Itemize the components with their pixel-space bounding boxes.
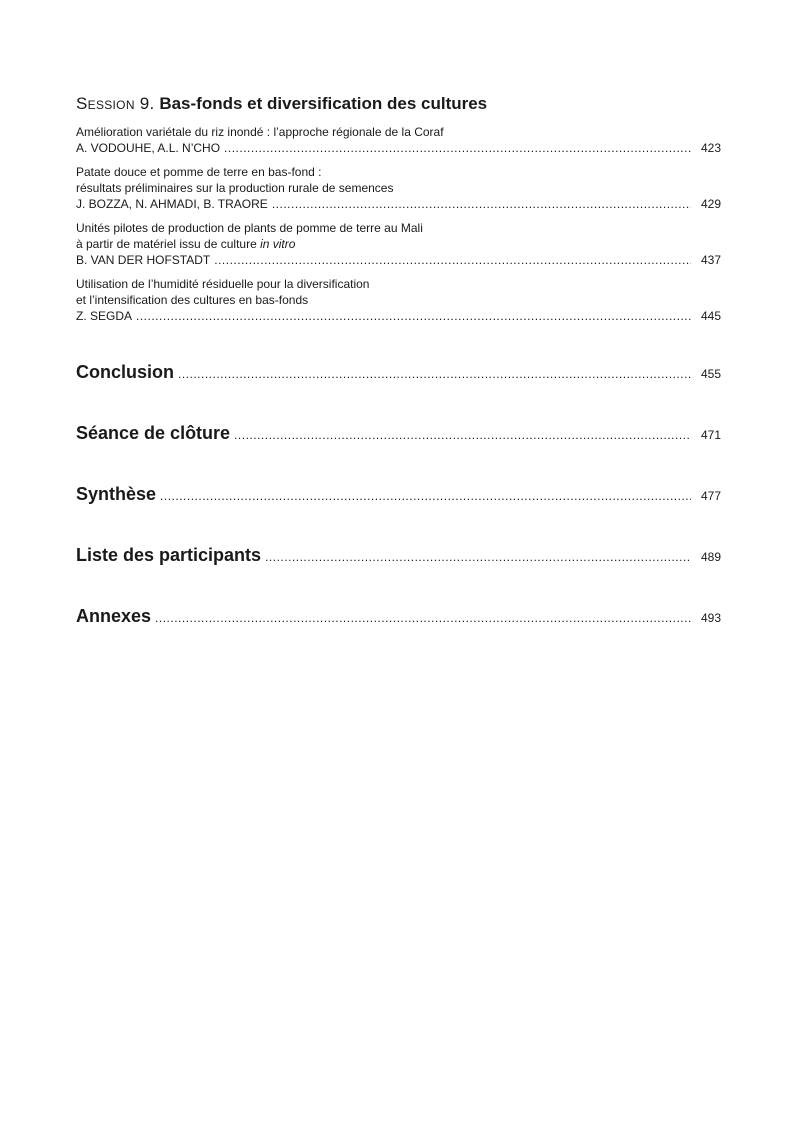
- dot-leader: [224, 140, 691, 156]
- dot-leader: [272, 196, 691, 212]
- entry-title-continued: et l’intensification des cultures en bas-fonds: [76, 293, 309, 307]
- section-title: Synthèse: [76, 484, 157, 504]
- page-number: 493: [700, 611, 721, 625]
- dot-leader: [214, 252, 691, 268]
- session-title: Bas-fonds et diversification des cultures: [159, 94, 488, 113]
- page-number: 477: [700, 489, 721, 503]
- entry-authors: A. VODOUHE, A.L. N’CHO: [76, 141, 221, 155]
- entry-title: Amélioration variétale du riz inondé : l’approche régionale de la Coraf: [76, 125, 444, 139]
- entry-title: Patate douce et pomme de terre en bas-fond :: [76, 165, 322, 179]
- entry-authors: Z. SEGDA: [76, 309, 133, 323]
- page-number: 423: [700, 141, 721, 155]
- session-label: Session 9.: [76, 94, 155, 113]
- entry-title-prefix: à partir de matériel issu de culture: [76, 237, 261, 251]
- section-synthese: [76, 484, 721, 505]
- dot-leader: [155, 611, 691, 625]
- entry-authors: B. VAN DER HOFSTADT: [76, 253, 211, 267]
- entry-title-continued: résultats préliminaires sur la production rurale de semences: [76, 181, 394, 195]
- toc-entry: [76, 164, 721, 212]
- entry-authors-line: [76, 252, 721, 268]
- dot-leader: [265, 550, 691, 564]
- section-seance-de-cloture: [76, 423, 721, 444]
- entry-title-continued: [76, 236, 721, 252]
- entry-title: Utilisation de l’humidité résiduelle pour la diversification: [76, 277, 370, 291]
- dot-leader: [160, 489, 691, 503]
- entry-title-italic: in vitro: [260, 237, 296, 251]
- section-title: Liste des participants: [76, 545, 262, 565]
- section-annexes: [76, 606, 721, 627]
- page-number: 429: [700, 197, 721, 211]
- session-heading: [76, 90, 721, 118]
- dot-leader: [136, 308, 691, 324]
- section-title: Annexes: [76, 606, 152, 626]
- entry-authors-line: [76, 140, 721, 156]
- section-conclusion: [76, 362, 721, 383]
- table-of-contents: [76, 90, 721, 627]
- toc-entry: [76, 124, 721, 156]
- toc-entry: [76, 220, 721, 268]
- dot-leader: [234, 428, 691, 442]
- entry-title: Unités pilotes de production de plants de pomme de terre au Mali: [76, 221, 423, 235]
- page-number: 445: [700, 309, 721, 323]
- dot-leader: [178, 367, 691, 381]
- page-number: 455: [700, 367, 721, 381]
- entry-authors-line: [76, 308, 721, 324]
- section-liste-des-participants: [76, 545, 721, 566]
- page-number: 437: [700, 253, 721, 267]
- entry-authors: J. BOZZA, N. AHMADI, B. TRAORE: [76, 197, 268, 211]
- entry-authors-line: [76, 196, 721, 212]
- page-number: 471: [700, 428, 721, 442]
- toc-entry: [76, 276, 721, 324]
- section-title: Séance de clôture: [76, 423, 231, 443]
- page-number: 489: [700, 550, 721, 564]
- section-title: Conclusion: [76, 362, 174, 382]
